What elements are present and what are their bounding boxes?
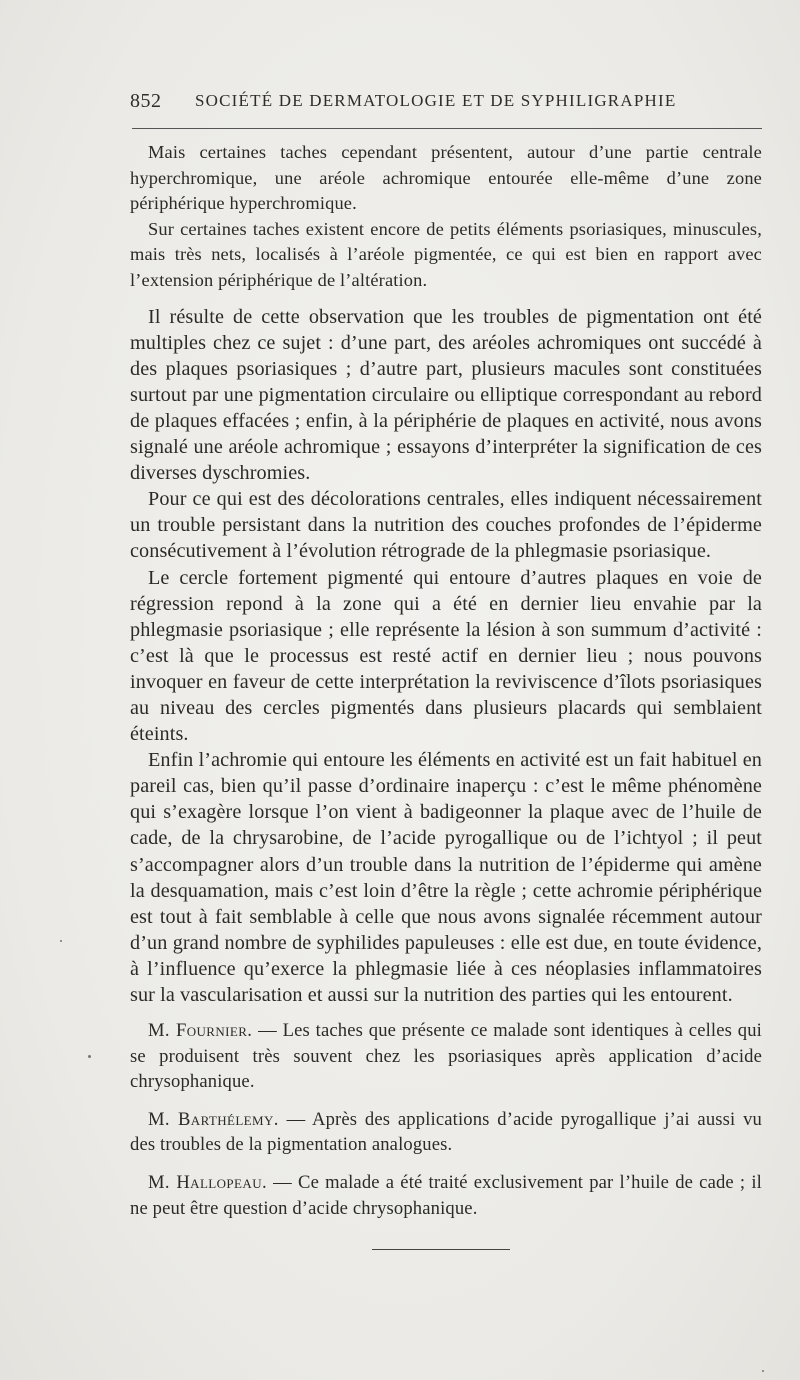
- paper-speck: [762, 1370, 764, 1372]
- speaker-name: M. Hallopeau.: [148, 1172, 268, 1194]
- paragraph: Le cercle fortement pigmenté qui entoure d’autres plaques en voie de régression repond à la zone qui a été en dernier lieu envahie par la phlegmasie psoriasique ; elle représente la lésion à son summum d’activité : c’est là que le processus est resté actif en dernier lieu ; nous pouvons invoquer en faveur de cette interprétation la reviviscence d’îlots psoriasiques au niveau des cercles pigmentés dans plusieurs placards qui semblaient éteints.: [130, 566, 762, 746]
- end-rule: [372, 1249, 510, 1250]
- page-number: 852: [130, 90, 162, 112]
- speaker-name: M. Barthélemy.: [148, 1108, 279, 1130]
- speaker-remark: — Les taches que présente ce malade sont identiques à celles qui se produisent très souvent chez les psoriasiques après application d’acide chrysophanique.: [130, 1020, 762, 1093]
- speaker-remark: — Ce malade a été traité exclusivement par l’huile de cade ; il ne peut être question d’acide chrysophanique.: [130, 1172, 762, 1219]
- discussion-entry: [130, 1170, 762, 1221]
- paragraph: Enfin l’achromie qui entoure les éléments en activité est un fait habituel en pareil cas, bien qu’il passe d’ordinaire inaperçu : c’est le même phénomène qui s’exagère lorsque l’on vient à badigeonner la plaque avec de l’huile de cade, de la chrysarobine, de l’acide pyrogallique ou de l’ichtyol ; il peut s’accompagner alors d’un trouble dans la nutrition de l’épiderme qui amène la desquamation, mais c’est loin d’être la règle ; cette achromie périphérique est tout à fait semblable à celle que nous avons signalée récemment autour d’un grand nombre de syphilides papuleuses : elle est due, en toute évidence, à l’influence qu’exerce la phlegmasie liée à ces néoplasies inflammatoires sur la vascularisation et aussi sur la nutrition des parties qui les entourent.: [130, 749, 762, 1006]
- paper-speck: [88, 1055, 91, 1058]
- speaker-name: M. Fournier.: [148, 1020, 253, 1042]
- header-rule: [132, 128, 762, 129]
- discussion-entry: [130, 1018, 762, 1095]
- discussion-entry: [130, 1107, 762, 1158]
- page-header: [130, 90, 760, 116]
- paragraph: Mais certaines taches cependant présentent, autour d’une partie centrale hyperchromique, une aréole achromique entourée elle-même d’une zone périphérique hyperchromique.: [130, 142, 762, 214]
- body-text: [130, 140, 762, 1221]
- running-title: SOCIÉTÉ DE DERMATOLOGIE ET DE SYPHILIGRAPHIE: [195, 91, 677, 110]
- paper-speck: [60, 940, 62, 942]
- speaker-remark: — Après des applications d’acide pyrogallique j’ai aussi vu des troubles de la pigmentation analogues.: [130, 1108, 762, 1156]
- paragraph: Pour ce qui est des décolorations centrales, elles indiquent nécessairement un trouble persistant dans la nutrition des couches profondes de l’épiderme consécutivement à l’évolution rétrograde de la phlegmasie psoriasique.: [130, 488, 762, 563]
- paragraph: Il résulte de cette observation que les troubles de pigmentation ont été multiples chez ce sujet : d’une part, des aréoles achromiques ont succédé à des plaques psoriasiques ; d’autre part, plusieurs macules sont constituées surtout par une pigmentation circulaire ou elliptique correspondant au rebord de plaques effacées ; enfin, à la périphérie de plaques en activité, nous avons signalé une aréole achromique ; essayons d’interpréter la signification de ces diverses dyschromies.: [130, 305, 762, 485]
- paragraph: Sur certaines taches existent encore de petits éléments psoriasiques, minuscules, mais très nets, localisés à l’aréole pigmentée, ce qui est bien en rapport avec l’extension périphérique de l’altération.: [130, 218, 762, 290]
